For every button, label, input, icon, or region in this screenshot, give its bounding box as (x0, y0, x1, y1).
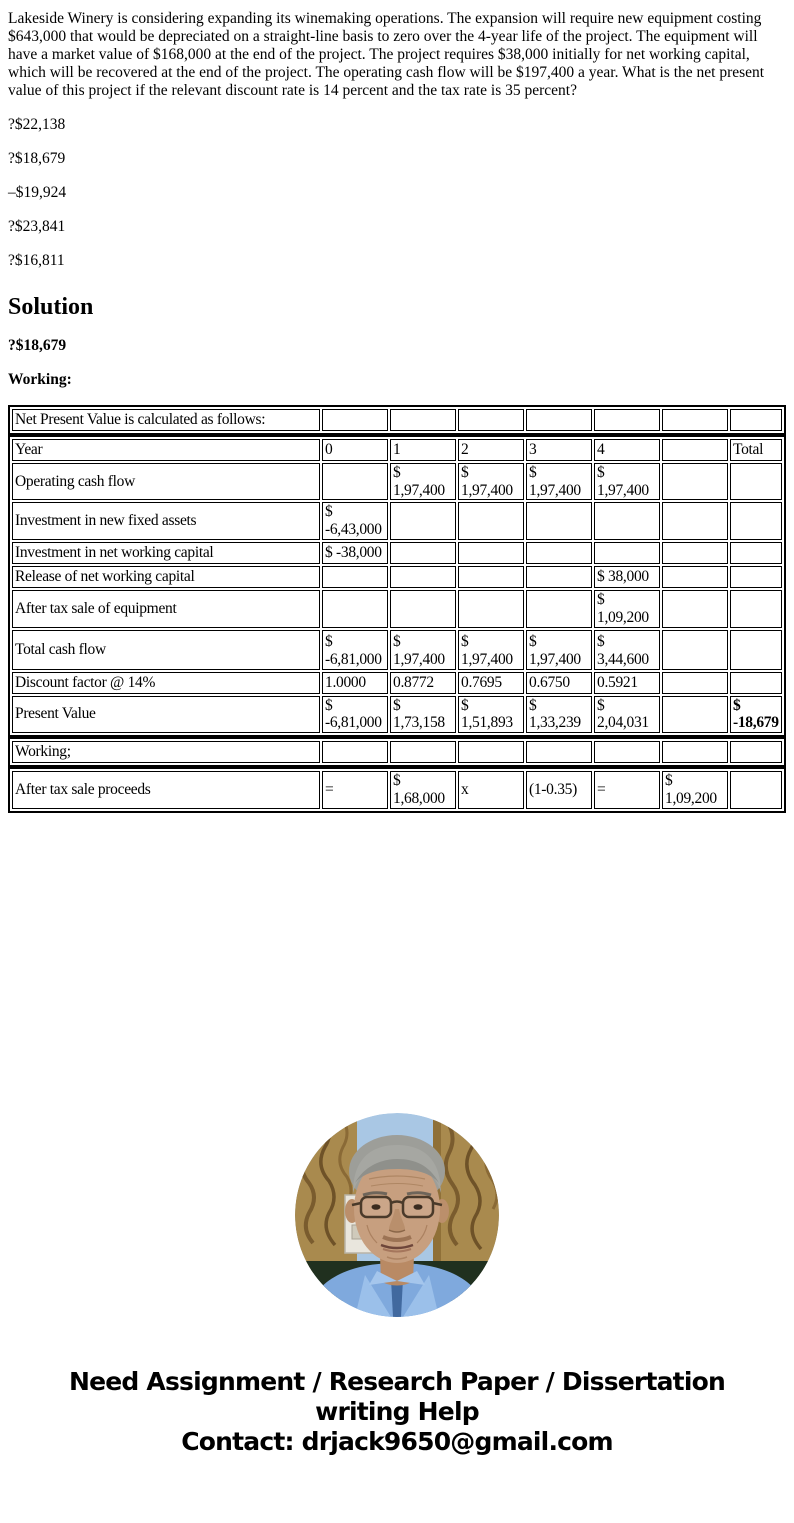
table-cell: $ -6,81,000 (322, 630, 388, 670)
table-cell (526, 566, 592, 588)
solution-answer: ?$18,679 (8, 336, 67, 354)
table-cell (322, 463, 388, 501)
table-cell (526, 590, 592, 628)
table-cell: 3 (526, 439, 592, 461)
table-cell (730, 672, 782, 694)
table-cell: $ 38,000 (594, 566, 660, 588)
table-cell (662, 672, 728, 694)
table-cell (390, 741, 456, 763)
table-cell: Release of net working capital (12, 566, 320, 588)
table-cell: Present Value (12, 696, 320, 734)
npv-table (8, 405, 786, 813)
table-cell: Year (12, 439, 320, 461)
table-cell (458, 409, 524, 431)
table-row (12, 590, 782, 628)
photo-curtain-right (437, 1113, 499, 1281)
table-row (12, 463, 782, 501)
footer-help-text (8, 1367, 786, 1457)
table-cell (662, 463, 728, 501)
table-cell: $ -18,679 (730, 696, 782, 734)
table-cell (730, 409, 782, 431)
table-cell (526, 741, 592, 763)
table-cell: $ -6,43,000 (322, 502, 388, 540)
table-cell: $ 1,68,000 (390, 771, 456, 809)
table-row (12, 741, 782, 763)
avatar-section (8, 1113, 786, 1317)
table-cell: After tax sale of equipment (12, 590, 320, 628)
footer-line: Contact: drjack9650@gmail.com (181, 1426, 613, 1456)
table-cell: 1 (390, 439, 456, 461)
table-cell: x (458, 771, 524, 809)
table-cell: Total (730, 439, 782, 461)
table-cell (730, 542, 782, 564)
table-cell: Operating cash flow (12, 463, 320, 501)
table-cell: 0.7695 (458, 672, 524, 694)
table-cell (730, 590, 782, 628)
answer-option: ?$16,811 (8, 251, 65, 269)
table-cell (526, 409, 592, 431)
table-cell (662, 566, 728, 588)
table-row (12, 542, 782, 564)
table-cell (390, 542, 456, 564)
table-cell (458, 590, 524, 628)
table-cell: $ 1,97,400 (390, 630, 456, 670)
table-cell: $ 1,97,400 (526, 630, 592, 670)
table-row (12, 630, 782, 670)
table-cell (458, 502, 524, 540)
table-cell: $ 1,97,400 (594, 463, 660, 501)
table-cell: $ -6,81,000 (322, 696, 388, 734)
table-cell (390, 409, 456, 431)
table-cell (322, 566, 388, 588)
table-cell (390, 566, 456, 588)
table-cell (730, 630, 782, 670)
table-cell: $ 1,09,200 (594, 590, 660, 628)
table-cell: 4 (594, 439, 660, 461)
table-cell (730, 741, 782, 763)
table-cell: After tax sale proceeds (12, 771, 320, 809)
table-cell (662, 502, 728, 540)
table-cell (322, 409, 388, 431)
table-cell: $ 1,09,200 (662, 771, 728, 809)
table-cell: $ -38,000 (322, 542, 388, 564)
table-cell: 0.8772 (390, 672, 456, 694)
table-cell (322, 590, 388, 628)
table-cell: $ 1,33,239 (526, 696, 592, 734)
table-cell (594, 741, 660, 763)
table-row (12, 502, 782, 540)
table-row (12, 771, 782, 809)
solution-heading: Solution (8, 293, 94, 320)
footer-line: Need Assignment / Research Paper / Dissertation (69, 1366, 725, 1396)
table-cell (322, 741, 388, 763)
table-cell: 0 (322, 439, 388, 461)
table-row (12, 672, 782, 694)
table-cell (730, 771, 782, 809)
table-cell: = (322, 771, 388, 809)
npv-table-section (8, 767, 786, 813)
table-cell: 0.6750 (526, 672, 592, 694)
table-cell: $ 2,04,031 (594, 696, 660, 734)
table-cell: Investment in new fixed assets (12, 502, 320, 540)
table-cell (662, 409, 728, 431)
table-cell: $ 3,44,600 (594, 630, 660, 670)
table-cell: 0.5921 (594, 672, 660, 694)
table-cell: $ 1,73,158 (390, 696, 456, 734)
table-cell (390, 590, 456, 628)
npv-table-section (8, 405, 786, 435)
table-cell (662, 741, 728, 763)
table-cell (662, 630, 728, 670)
table-cell: $ 1,97,400 (458, 630, 524, 670)
table-cell: Working; (12, 741, 320, 763)
table-cell (730, 502, 782, 540)
table-cell: $ 1,97,400 (526, 463, 592, 501)
table-cell (662, 590, 728, 628)
table-cell: Total cash flow (12, 630, 320, 670)
table-cell (730, 463, 782, 501)
table-cell (526, 542, 592, 564)
table-cell: $ 1,97,400 (390, 463, 456, 501)
table-cell (662, 542, 728, 564)
table-cell: (1-0.35) (526, 771, 592, 809)
table-cell (594, 502, 660, 540)
answer-option: ?$18,679 (8, 149, 66, 167)
table-cell (458, 566, 524, 588)
table-cell: Net Present Value is calculated as follows: (12, 409, 320, 431)
table-row (12, 566, 782, 588)
table-row (12, 439, 782, 461)
table-row (12, 409, 782, 431)
table-cell: 2 (458, 439, 524, 461)
table-cell (594, 542, 660, 564)
question-text: Lakeside Winery is considering expanding its winemaking operations. The expansion will require new equipment costing $643,000 that would be depreciated on a straight-line basis to zero over the 4-year life of the project. The equipment will have a market value of $168,000 at the end of the project. The project requires $38,000 initially for net working capital, which will be recovered at the end of the project. The operating cash flow will be $197,400 a year. What is the net present value of this project if the relevant discount rate is 14 percent and the tax rate is 35 percent? (8, 10, 765, 99)
answer-options (8, 116, 786, 270)
npv-table-section (8, 435, 786, 738)
table-cell: $ 1,51,893 (458, 696, 524, 734)
working-label: Working: (8, 370, 72, 388)
answer-option: –$19,924 (8, 183, 67, 201)
table-cell (662, 439, 728, 461)
table-cell (390, 502, 456, 540)
table-cell: 1.0000 (322, 672, 388, 694)
table-cell (526, 502, 592, 540)
footer-line: writing Help (315, 1396, 479, 1426)
avatar (295, 1113, 499, 1317)
npv-table-section (8, 737, 786, 767)
table-cell (458, 741, 524, 763)
table-cell: $ 1,97,400 (458, 463, 524, 501)
table-cell (662, 696, 728, 734)
table-cell (594, 409, 660, 431)
table-row (12, 696, 782, 734)
table-cell: Discount factor @ 14% (12, 672, 320, 694)
answer-option: ?$23,841 (8, 217, 66, 235)
table-cell: = (594, 771, 660, 809)
table-cell: Investment in net working capital (12, 542, 320, 564)
table-cell (730, 566, 782, 588)
answer-option: ?$22,138 (8, 115, 66, 133)
table-cell (458, 542, 524, 564)
